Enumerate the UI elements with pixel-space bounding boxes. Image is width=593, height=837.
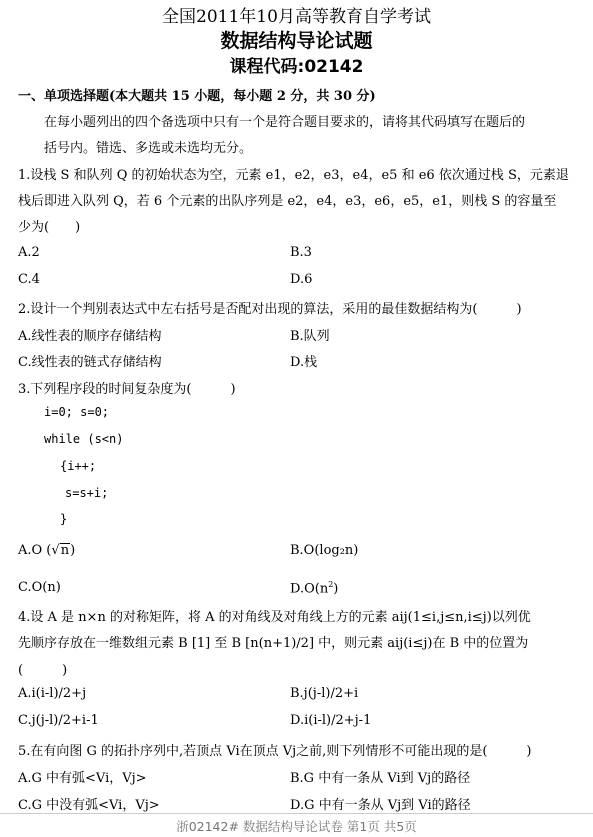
q3-line-1: 3.下列程序段的时间复杂度为( ) <box>18 382 236 397</box>
q2-option-a: A.线性表的顺序存储结构 <box>18 329 162 344</box>
q3-option-a <box>18 543 75 558</box>
q3-option-b: B.O(log₂n) <box>290 543 359 558</box>
q3-code-5: } <box>60 512 68 526</box>
q2-line-1: 2.设计一个判别表达式中左右括号是否配对出现的算法，采用的最佳数据结构为( ) <box>18 302 522 317</box>
exam-header: 全国2011年10月高等教育自学考试 <box>162 7 431 27</box>
q5-line-1: 5.在有向图 G 的拓扑序列中,若顶点 Vi在顶点 Vj之前,则下列情形不可能出现的是( ) <box>18 744 532 759</box>
q4-line-3: ( ) <box>18 663 68 678</box>
q5-option-b: B.G 中有一条从 Vi到 Vj的路径 <box>290 771 471 786</box>
section-instruction-1: 在每小题列出的四个备选项中只有一个是符合题目要求的，请将其代码填写在题后的 <box>44 115 526 130</box>
q1-line-1: 1.设栈 S 和队列 Q 的初始状态为空，元素 e1，e2，e3，e4，e5 和 e6 依次通过栈 S，元素退 <box>18 168 569 183</box>
q1-option-d: D.6 <box>290 272 313 287</box>
q3-option-c: C.O(n) <box>18 580 61 595</box>
q3-option-a-prefix: A.O ( <box>18 543 52 558</box>
q5-option-c: C.G 中没有弧<Vi，Vj> <box>18 798 160 813</box>
q3-code-3: {i++; <box>60 459 97 473</box>
q2-option-b: B.队列 <box>290 329 330 344</box>
footer-divider <box>0 813 593 814</box>
section-title: 一、单项选择题(本大题共 15 小题，每小题 2 分，共 30 分) <box>18 89 376 104</box>
q3-option-d-suffix: ) <box>333 581 339 597</box>
q2-option-d: D.栈 <box>290 355 318 370</box>
q1-line-3: 少为( ) <box>18 220 81 235</box>
q3-code-1: i=0; s=0; <box>44 405 110 419</box>
q4-option-b: B.j(j-l)/2+i <box>290 686 359 701</box>
q3-code-4: s=s+i; <box>65 486 109 500</box>
sqrt-symbol: √ <box>51 543 60 558</box>
course-code: 课程代码:02142 <box>229 57 364 77</box>
q3-code-2: while (s<n) <box>44 432 124 446</box>
q1-option-b: B.3 <box>290 245 312 260</box>
q1-line-2: 栈后即进入队列 Q，若 6 个元素的出队序列是 e2，e4，e3，e6，e5，e1，则栈 S 的容量至 <box>18 194 557 209</box>
q2-option-c: C.线性表的链式存储结构 <box>18 355 162 370</box>
q3-option-d-prefix: D.O(n <box>290 581 329 597</box>
q3-option-d-exponent: 2 <box>328 580 334 589</box>
q4-option-a: A.i(i-l)/2+j <box>18 686 87 701</box>
q5-option-d: D.G 中有一条从 Vj到 Vi的路径 <box>290 798 471 813</box>
q1-option-a: A.2 <box>18 245 40 260</box>
page-footer: 浙02142# 数据结构导论试卷 第1页 共5页 <box>176 819 417 834</box>
exam-title: 数据结构导论试题 <box>220 30 373 52</box>
q4-option-c: C.j(j-l)/2+i-1 <box>18 713 99 728</box>
q4-option-d: D.i(i-l)/2+j-1 <box>290 713 372 728</box>
q3-option-a-radicand: n <box>60 543 70 558</box>
section-instruction-2: 括号内。错选、多选或未选均无分。 <box>44 141 253 156</box>
q1-option-c: C.4 <box>18 272 40 287</box>
q3-option-a-suffix: ) <box>70 543 76 558</box>
q4-line-1: 4.设 A 是 n×n 的对称矩阵，将 A 的对角线及对角线上方的元素 aij(1≤i,j≤n,i≤j)以列优 <box>18 610 531 625</box>
q5-option-a: A.G 中有弧<Vi，Vj> <box>18 771 147 786</box>
q3-option-d <box>290 580 338 596</box>
q4-line-2: 先顺序存放在一维数组元素 B [1] 至 B [n(n+1)/2] 中，则元素 aij(i≤j)在 B 中的位置为 <box>18 636 529 651</box>
